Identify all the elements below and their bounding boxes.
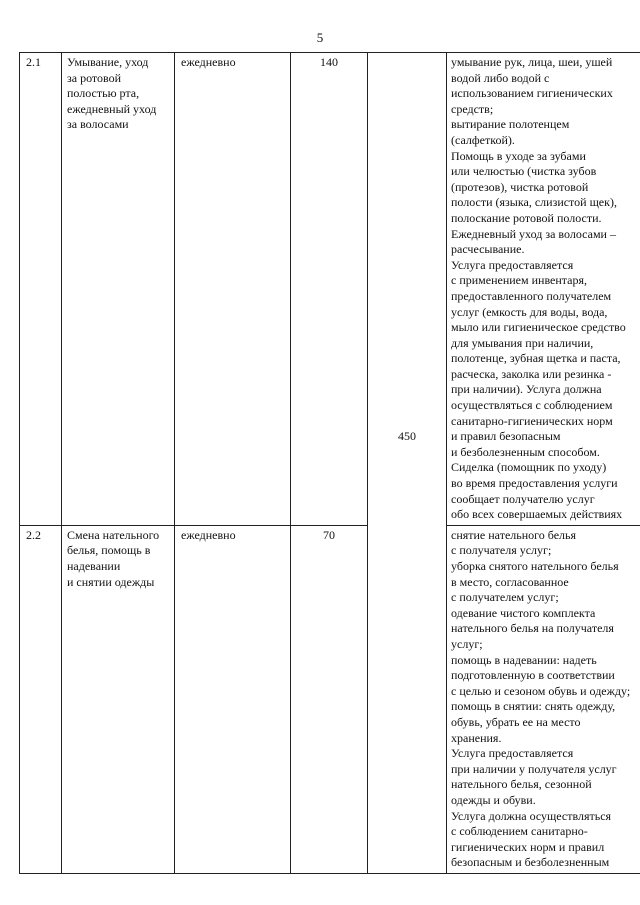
table-row <box>20 53 640 526</box>
service-name: Умывание, уход за ротовой полостью рта, ежедневный уход за волосами <box>62 53 175 526</box>
service-name: Смена нательного белья, помощь в надевании и снятии одежды <box>62 525 175 873</box>
service-frequency: ежедневно <box>175 53 291 526</box>
row-number: 2.2 <box>20 525 62 873</box>
row-number: 2.1 <box>20 53 62 526</box>
table-row <box>20 525 640 873</box>
service-frequency: ежедневно <box>175 525 291 873</box>
service-description: снятие нательного белья с получателя услуг; уборка снятого нательного белья в место, согласованное с получателем услуг; одевание чистого комплекта нательного белья на получателя услуг; помощь в надевании: надеть подготовленную в соответствии с целью и сезоном обувь и одежду; помощь в снятии: снять одежду, обувь, убрать ее на место хранения. Услуга предоставляется при наличии у получателя услуг нательного белья, сезонной одежды и обуви. Услуга должна осуществляться с соблюдением санитарно- гигиенических норм и правил безопасным и безболезненным <box>447 525 640 873</box>
total-cell <box>368 53 447 874</box>
service-quantity: 70 <box>291 525 368 873</box>
total-quantity: 450 <box>398 429 416 443</box>
service-quantity: 140 <box>291 53 368 526</box>
services-table <box>19 52 640 874</box>
service-description: умывание рук, лица, шеи, ушей водой либо водой с использованием гигиенических средств; вытирание полотенцем (салфеткой). Помощь в уходе за зубами или челюстью (чистка зубов (протезов), чистка ротовой полости (языка, слизистой щек), полоскание ротовой полости. Ежедневный уход за волосами – расчесывание. Услуга предоставляется с применением инвентаря, предоставленного получателем услуг (емкость для воды, вода, мыло или гигиеническое средство для умывания при наличии, полотенце, зубная щетка и паста, расческа, заколка или резинка - при наличии). Услуга должна осуществляться с соблюдением санитарно-гигиенических норм и правил безопасным и безболезненным способом. Сиделка (помощник по уходу) во время предоставления услуги сообщает получателю услуг обо всех совершаемых действиях <box>447 53 640 526</box>
page-number: 5 <box>316 30 324 45</box>
